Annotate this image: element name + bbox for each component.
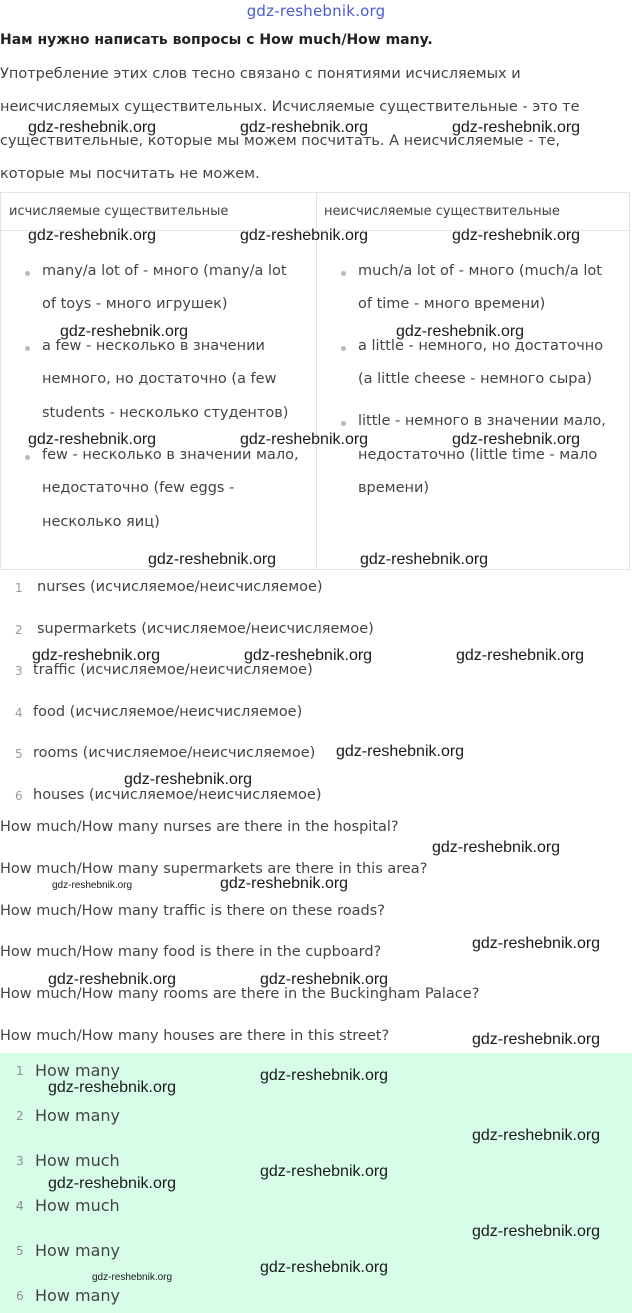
watermark: gdz-reshebnik.org [240,431,369,448]
intro-line: которые мы посчитать не можем. [0,166,260,182]
watermark: gdz-reshebnik.org [28,227,157,244]
watermark: gdz-reshebnik.org [124,771,253,788]
item-number: 4 [15,706,23,720]
watermark: gdz-reshebnik.org [260,971,389,988]
table-cell-line: (a little cheese - немного сыра) [358,371,593,387]
task-heading: Нам нужно написать вопросы с How much/How many. [0,32,433,48]
watermark: gdz-reshebnik.org [260,1259,389,1276]
watermark: gdz-reshebnik.org [336,743,465,760]
item-number: 3 [15,664,23,678]
answer-number: 5 [16,1244,24,1258]
question-line: How much/How many food is there in the cupboard? [0,944,382,960]
table-cell-line: несколько яиц) [42,514,160,530]
watermark: gdz-reshebnik.org [260,1163,389,1180]
table-cell-line: few - несколько в значении мало, [42,447,299,463]
table-cell-line: a few - несколько в значении [42,338,265,354]
watermark: gdz-reshebnik.org [48,1175,177,1192]
watermark: gdz-reshebnik.org [240,227,369,244]
question-line: How much/How many traffic is there on these roads? [0,903,385,919]
watermark: gdz-reshebnik.org [360,551,489,568]
watermark: gdz-reshebnik.org [28,431,157,448]
site-title: gdz-reshebnik.org [246,2,386,20]
watermark: gdz-reshebnik.org [32,647,161,664]
nouns-table [0,192,630,570]
list-item: traffic (исчисляемое/неисчисляемое) [33,662,313,678]
intro-line: неисчисляемых существительных. Исчисляемые существительные - это те [0,99,580,115]
watermark: gdz-reshebnik.org [148,551,277,568]
table-cell-line: students - несколько студентов) [42,405,289,421]
item-number: 1 [15,581,23,595]
watermark: gdz-reshebnik.org [396,323,525,340]
table-cell-line: of time - много времени) [358,296,546,312]
answer-number: 3 [16,1154,24,1168]
question-line: How much/How many houses are there in this street? [0,1028,390,1044]
watermark: gdz-reshebnik.org [472,1127,601,1144]
bullet-icon [341,271,346,276]
watermark: gdz-reshebnik.org [92,1272,173,1283]
watermark: gdz-reshebnik.org [220,875,349,892]
list-item: houses (исчисляемое/неисчисляемое) [33,787,322,803]
watermark: gdz-reshebnik.org [456,647,585,664]
table-cell-line: a little - немного, но достаточно [358,338,604,354]
table-cell-line: времени) [358,480,430,496]
answer-text: How many [35,1241,120,1260]
answer-text: How many [35,1106,120,1125]
bullet-icon [25,271,30,276]
watermark: gdz-reshebnik.org [472,935,601,952]
table-cell-line: little - немного в значении мало, [358,413,606,429]
answer-text: How much [35,1196,120,1215]
answer-number: 2 [16,1109,24,1123]
bullet-icon [341,421,346,426]
item-number: 2 [15,623,23,637]
watermark: gdz-reshebnik.org [472,1223,601,1240]
table-column-divider [316,193,317,569]
table-cell-line: немного, но достаточно (a few [42,371,277,387]
table-cell-line: of toys - много игрушек) [42,296,228,312]
watermark: gdz-reshebnik.org [244,647,373,664]
table-cell-line: недостаточно (little time - мало [358,447,598,463]
bullet-icon [25,455,30,460]
item-number: 6 [15,789,23,803]
watermark: gdz-reshebnik.org [452,431,581,448]
table-cell-line: much/a lot of - много (much/a lot [358,263,602,279]
watermark: gdz-reshebnik.org [452,119,581,136]
answer-number: 6 [16,1289,24,1303]
table-cell-line: many/a lot of - много (many/a lot [42,263,287,279]
bullet-icon [341,346,346,351]
table-header-countable: исчисляемые существительные [9,204,229,219]
list-item: nurses (исчисляемое/неисчисляемое) [37,579,323,595]
watermark: gdz-reshebnik.org [432,839,561,856]
intro-line: Употребление этих слов тесно связано с понятиями исчисляемых и [0,66,521,82]
question-line: How much/How many supermarkets are there in this area? [0,861,428,877]
table-header-uncountable: неисчисляемые существительные [324,204,560,219]
watermark: gdz-reshebnik.org [472,1031,601,1048]
question-line: How much/How many nurses are there in the hospital? [0,819,399,835]
watermark: gdz-reshebnik.org [48,971,177,988]
question-line: How much/How many rooms are there in the Buckingham Palace? [0,986,480,1002]
answer-text: How many [35,1286,120,1305]
watermark: gdz-reshebnik.org [60,323,189,340]
list-item: food (исчисляемое/неисчисляемое) [33,704,303,720]
bullet-icon [25,346,30,351]
watermark: gdz-reshebnik.org [52,880,133,891]
watermark: gdz-reshebnik.org [452,227,581,244]
list-item: supermarkets (исчисляемое/неисчисляемое) [37,621,374,637]
table-cell-line: недостаточно (few eggs - [42,480,235,496]
answer-number: 1 [16,1064,24,1078]
watermark: gdz-reshebnik.org [48,1079,177,1096]
watermark: gdz-reshebnik.org [260,1067,389,1084]
answer-text: How much [35,1151,120,1170]
list-item: rooms (исчисляемое/неисчисляемое) [33,745,316,761]
item-number: 5 [15,747,23,761]
intro-line: существительные, которые мы можем посчитать. А неисчисляемые - те, [0,133,561,149]
watermark: gdz-reshebnik.org [28,119,157,136]
answer-number: 4 [16,1199,24,1213]
watermark: gdz-reshebnik.org [240,119,369,136]
answer-text: How many [35,1061,120,1080]
